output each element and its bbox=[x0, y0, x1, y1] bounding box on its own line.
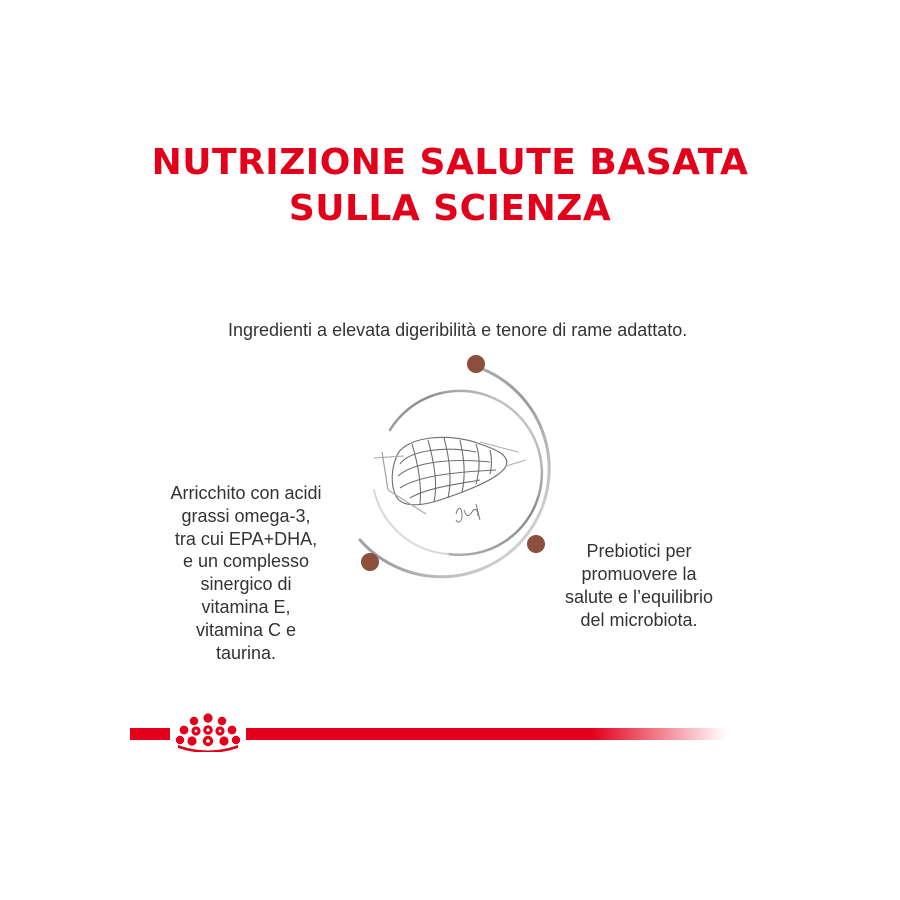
title-line-2: SULLA SCIENZA bbox=[288, 188, 612, 229]
page-title bbox=[0, 140, 900, 232]
footer-red-line-left bbox=[130, 728, 170, 740]
dot-left bbox=[361, 553, 379, 571]
dot-right bbox=[527, 535, 545, 553]
benefit-omega3-line: Arricchito con acidi bbox=[170, 483, 322, 503]
inner-ring-arc bbox=[390, 391, 542, 555]
title-line-1: NUTRIZIONE SALUTE BASATA bbox=[151, 142, 749, 183]
benefit-prebiotics-line: promuovere la bbox=[581, 564, 697, 584]
benefit-prebiotics-line: Prebiotici per bbox=[586, 541, 692, 561]
benefit-omega3-line: taurina. bbox=[215, 642, 277, 663]
footer-red-line-right bbox=[246, 728, 726, 740]
benefit-omega3-line: tra cui EPA+DHA, bbox=[174, 528, 318, 549]
benefit-omega3-line: vitamina C e bbox=[195, 619, 297, 640]
benefit-prebiotics-line: del microbiota. bbox=[580, 610, 698, 630]
benefit-omega3-text bbox=[130, 482, 362, 664]
benefit-omega3-line: e un complesso bbox=[182, 551, 310, 572]
liver-diagram bbox=[330, 340, 580, 600]
benefit-digestibility-text: Ingredienti a elevata digeribilità e tenore di rame adattato. bbox=[228, 320, 688, 340]
outer-ring-arc bbox=[360, 368, 549, 577]
royal-canin-crown-icon bbox=[172, 712, 244, 752]
benefit-prebiotics-line: salute e l’equilibrio bbox=[564, 587, 714, 607]
signature-mark bbox=[456, 504, 480, 522]
benefit-omega3-line: vitamina E, bbox=[201, 596, 291, 617]
dot-top bbox=[467, 355, 485, 373]
liver-sketch-icon bbox=[374, 437, 526, 514]
inner-ring-arc-faint bbox=[374, 490, 448, 554]
benefit-omega3-line: grassi omega-3, bbox=[181, 505, 311, 526]
benefit-omega3-line: sinergico di bbox=[200, 574, 292, 595]
